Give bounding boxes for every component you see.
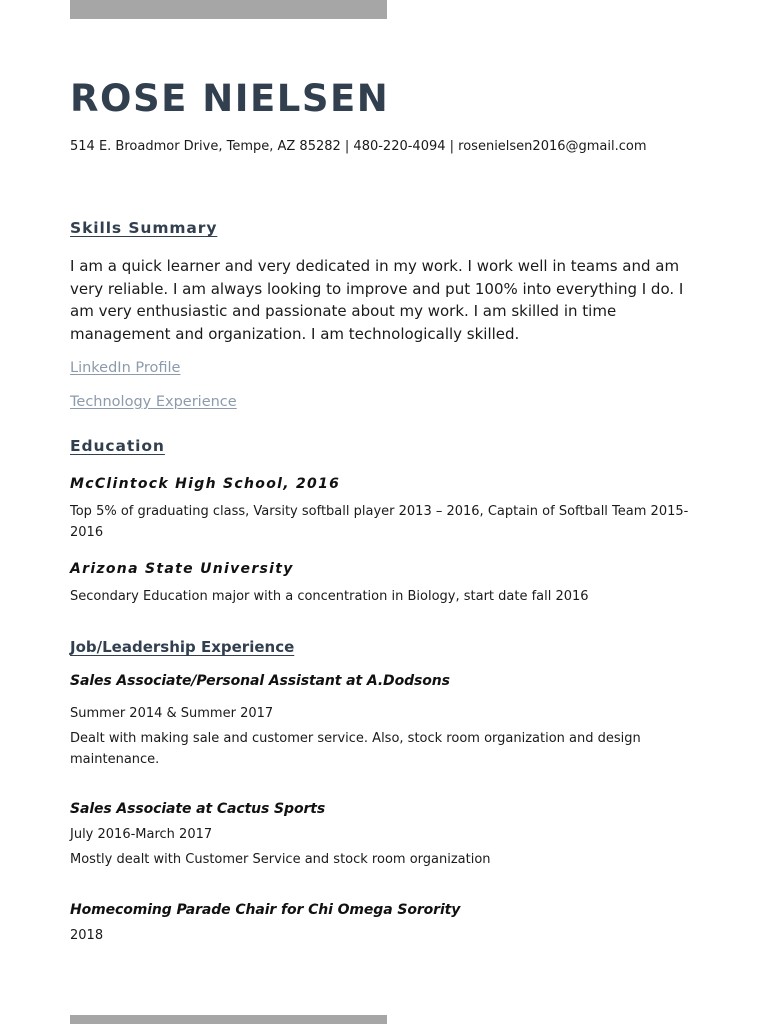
job-title: Homecoming Parade Chair for Chi Omega Sorority bbox=[70, 902, 461, 918]
education-school-title: McClintock High School, 2016 bbox=[70, 476, 341, 492]
job-description: Mostly dealt with Customer Service and stock room organization bbox=[70, 852, 491, 867]
education-university-detail: Secondary Education major with a concentration in Biology, start date fall 2016 bbox=[70, 589, 589, 604]
job-title: Sales Associate/Personal Assistant at A.Dodsons bbox=[70, 673, 450, 689]
resume-name: ROSE NIELSEN bbox=[70, 77, 390, 120]
technology-experience-link[interactable]: Technology Experience bbox=[70, 394, 237, 410]
job-dates: 2018 bbox=[70, 928, 104, 943]
bottom-decorative-bar bbox=[70, 1015, 387, 1024]
linkedin-profile-link[interactable]: LinkedIn Profile bbox=[70, 360, 181, 376]
job-dates: July 2016-March 2017 bbox=[70, 827, 213, 842]
job-description: Dealt with making sale and customer service. Also, stock room organization and design maintenance. bbox=[70, 731, 641, 767]
job-dates: Summer 2014 & Summer 2017 bbox=[70, 706, 274, 721]
education-heading: Education bbox=[70, 437, 165, 455]
top-decorative-bar bbox=[70, 0, 387, 19]
skills-summary-text: I am a quick learner and very dedicated in my work. I work well in teams and am very reliable. I am always looking to improve and put 100% into everything I do. I am very enthusiastic and passionate about my work. I am skilled in time management and organization. I am technologically skilled. bbox=[70, 257, 684, 343]
contact-line: 514 E. Broadmor Drive, Tempe, AZ 85282 | 480-220-4094 | rosenielsen2016@gmail.com bbox=[70, 139, 647, 154]
job-title: Sales Associate at Cactus Sports bbox=[70, 801, 326, 817]
education-school-detail: Top 5% of graduating class, Varsity softball player 2013 – 2016, Captain of Softball Team 2015-2016 bbox=[70, 504, 689, 540]
education-university-title: Arizona State University bbox=[70, 561, 294, 577]
skills-summary-heading: Skills Summary bbox=[70, 219, 218, 237]
experience-heading: Job/Leadership Experience bbox=[70, 638, 295, 656]
